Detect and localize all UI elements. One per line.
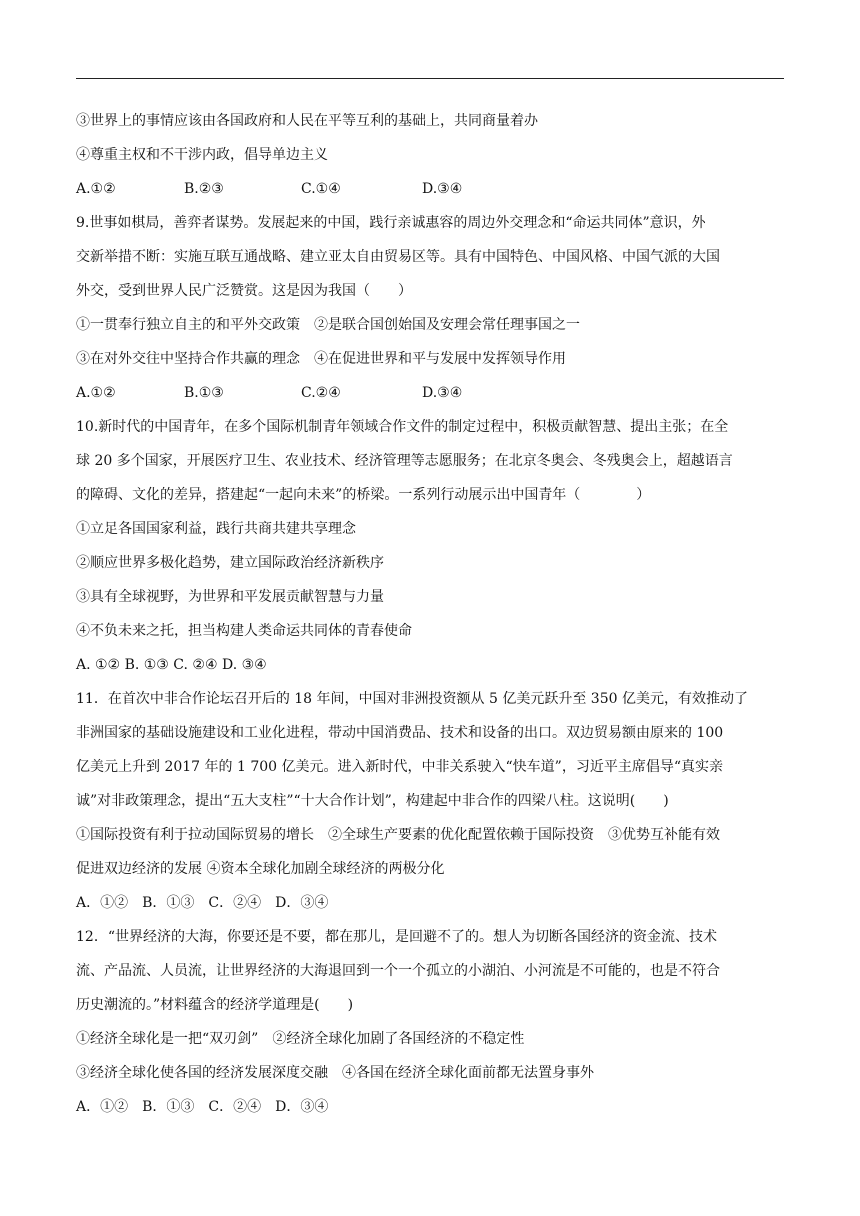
option-b: B.②③ — [184, 181, 224, 197]
q9-options — [76, 380, 786, 414]
q10-statement-3: ③具有全球视野，为世界和平发展贡献智慧与力量 — [76, 589, 384, 605]
q12-stem-line-2: 流、产品流、人员流，让世界经济的大海退回到一个一个孤立的小湖泊、小河流是不可能的，也是不符合 — [76, 963, 720, 979]
q11-options: A．①② B．①③ C．②④ D．③④ — [76, 895, 329, 911]
q11-statements-line-1: ①国际投资有利于拉动国际贸易的增长 ②全球生产要素的优化配置依赖于国际投资 ③优势互补能有效 — [76, 827, 720, 843]
q12-options: A．①② B．①③ C．②④ D．③④ — [76, 1099, 329, 1115]
option-c: C.①④ — [301, 181, 341, 197]
q10-statement-2: ②顺应世界多极化趋势，建立国际政治经济新秩序 — [76, 555, 384, 571]
exam-page — [76, 108, 786, 1128]
q10-stem-line-2: 球 20 多个国家，开展医疗卫生、农业技术、经济管理等志愿服务；在北京冬奥会、冬残奥会上，超越语言 — [76, 453, 733, 469]
option-a: A.①② — [76, 181, 116, 197]
q12-stem-line-3: 历史潮流的。”材料蕴含的经济学道理是( ) — [76, 997, 354, 1013]
option-a: A.①② — [76, 385, 116, 401]
q10-options: A. ①② B. ①③ C. ②④ D. ③④ — [76, 657, 267, 673]
q12-statements-1-2: ①经济全球化是一把“双刃剑” ②经济全球化加剧了各国经济的不稳定性 — [76, 1031, 525, 1047]
prev-statement-4: ④尊重主权和不干涉内政，倡导单边主义 — [76, 147, 328, 163]
q9-statements-3-4: ③在对外交往中坚持合作共赢的理念 ④在促进世界和平与发展中发挥领导作用 — [76, 351, 566, 367]
option-c: C.②④ — [301, 385, 341, 401]
option-d: D.③④ — [422, 385, 463, 401]
q11-stem-line-1: 11．在首次中非合作论坛召开后的 18 年间，中国对非洲投资额从 5 亿美元跃升至 350 亿美元，有效推动了 — [76, 691, 748, 707]
q11-stem-line-4: 诚”对非政策理念，提出“五大支柱”“十大合作计划”，构建起中非合作的四梁八柱。这说明( ) — [76, 793, 669, 809]
option-d: D.③④ — [422, 181, 463, 197]
prev-options — [76, 176, 786, 210]
q10-stem-line-1: 10.新时代的中国青年，在多个国际机制青年领域合作文件的制定过程中，积极贡献智慧、提出主张；在全 — [76, 419, 729, 435]
prev-statement-3: ③世界上的事情应该由各国政府和人民在平等互利的基础上，共同商量着办 — [76, 113, 538, 129]
option-b: B.①③ — [184, 385, 224, 401]
q9-stem-line-1: 9.世事如棋局，善弈者谋势。发展起来的中国，践行亲诚惠容的周边外交理念和“命运共同体”意识，外 — [76, 215, 706, 231]
q10-stem-line-3: 的障碍、文化的差异，搭建起“一起向未来”的桥梁。一系列行动展示出中国青年（ ） — [76, 487, 651, 503]
q9-stem-line-3: 外交，受到世界人民广泛赞赏。这是因为我国（ ） — [76, 283, 412, 299]
q11-stem-line-3: 亿美元上升到 2017 年的 1 700 亿美元。进入新时代，中非关系驶入“快车道”，习近平主席倡导“真实亲 — [76, 759, 723, 775]
q9-stem-line-2: 交新举措不断：实施互联互通战略、建立亚太自由贸易区等。具有中国特色、中国风格、中国气派的大国 — [76, 249, 720, 265]
header-rule — [76, 78, 784, 79]
q10-statement-4: ④不负未来之托，担当构建人类命运共同体的青春使命 — [76, 623, 412, 639]
q11-statements-line-2: 促进双边经济的发展 ④资本全球化加剧全球经济的两极分化 — [76, 861, 445, 877]
q10-statement-1: ①立足各国国家利益，践行共商共建共享理念 — [76, 521, 356, 537]
q12-statements-3-4: ③经济全球化使各国的经济发展深度交融 ④各国在经济全球化面前都无法置身事外 — [76, 1065, 594, 1081]
q11-stem-line-2: 非洲国家的基础设施建设和工业化进程，带动中国消费品、技术和设备的出口。双边贸易额由原来的 100 — [76, 725, 724, 741]
q12-stem-line-1: 12．“世界经济的大海，你要还是不要，都在那儿，是回避不了的。想人为切断各国经济的资金流、技术 — [76, 929, 717, 945]
q9-statements-1-2: ①一贯奉行独立自主的和平外交政策 ②是联合国创始国及安理会常任理事国之一 — [76, 317, 580, 333]
